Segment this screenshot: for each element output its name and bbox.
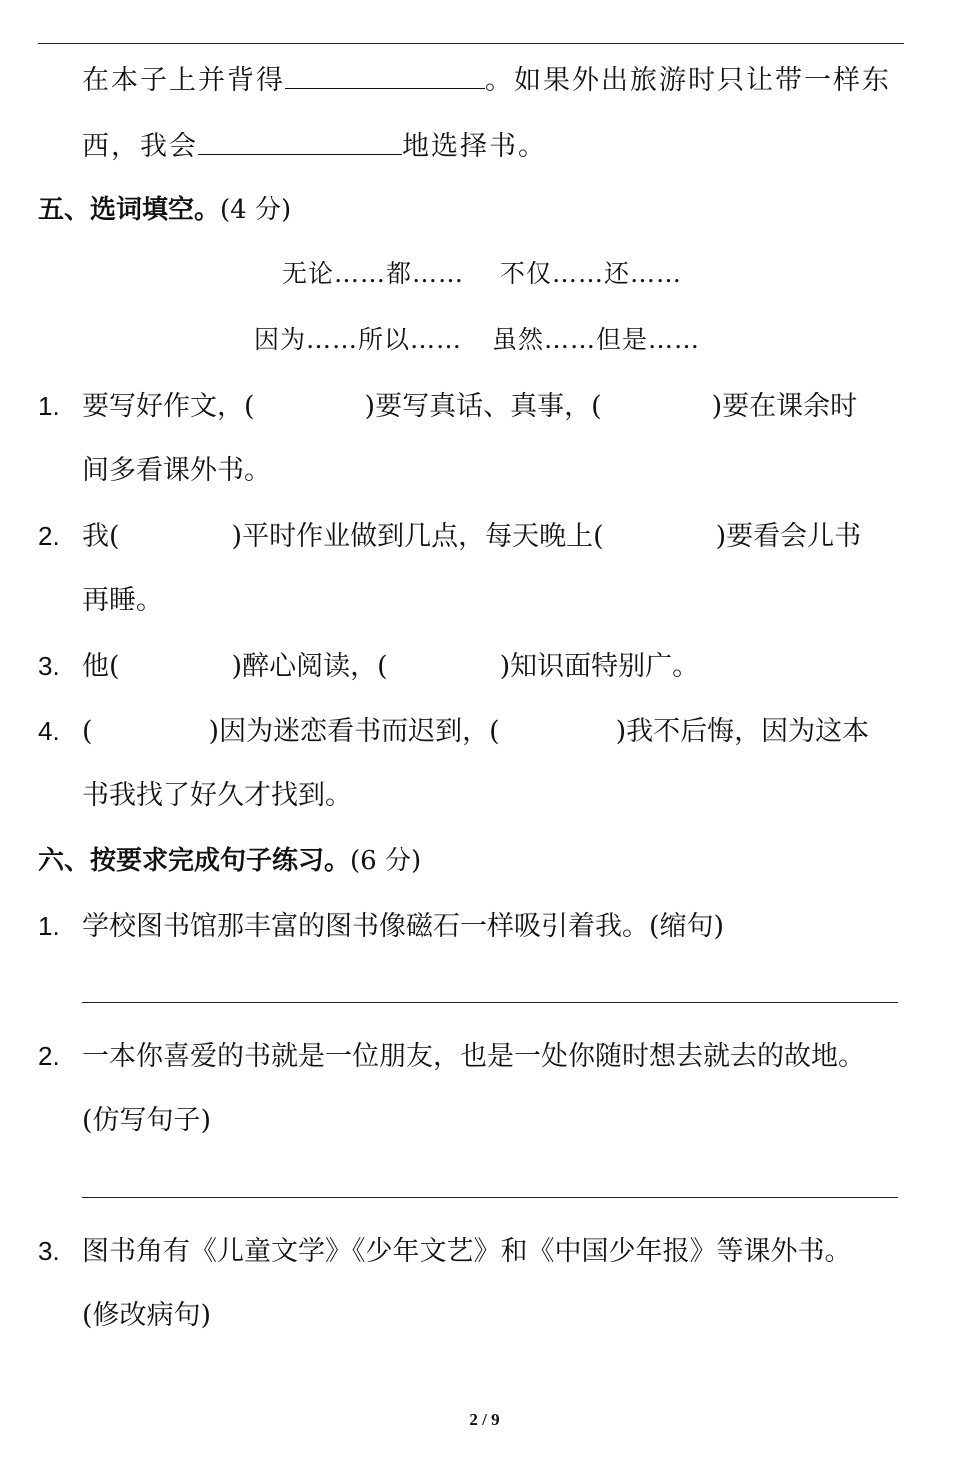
continuation-text: 。如果外出旅游时只让带一样东 bbox=[485, 65, 891, 96]
s5-question-1 bbox=[38, 386, 857, 427]
question-number: 1. bbox=[38, 391, 60, 421]
section-title: 六、按要求完成句子练习。 bbox=[38, 846, 351, 876]
section-score: (6 分) bbox=[350, 846, 422, 876]
word-option: 虽然……但是…… bbox=[492, 325, 701, 354]
answer-line[interactable] bbox=[82, 1197, 898, 1198]
question-number: 3. bbox=[38, 1236, 60, 1266]
question-text: )要看会儿书 bbox=[715, 521, 862, 552]
continuation-text: 在本子上并背得 bbox=[82, 65, 285, 96]
s5-question-1-cont: 间多看课外书。 bbox=[82, 455, 271, 486]
s5-question-3 bbox=[38, 646, 699, 687]
question-text: 一本你喜爱的书就是一位朋友，也是一处你随时想去就去的故地。 bbox=[82, 1041, 865, 1072]
question-text: )因为迷恋看书而迟到，( bbox=[208, 716, 500, 747]
answer-blank[interactable] bbox=[285, 58, 485, 89]
continuation-text: 西，我会 bbox=[82, 131, 198, 162]
section-score: (4 分) bbox=[220, 195, 292, 225]
question-text: )平时作业做到几点，每天晚上( bbox=[231, 521, 604, 552]
continuation-line-1 bbox=[82, 58, 891, 101]
section-6-heading bbox=[38, 841, 421, 881]
question-text: ( bbox=[82, 716, 93, 747]
question-number: 2. bbox=[38, 521, 60, 551]
s6-question-3-note: (修改病句) bbox=[82, 1300, 212, 1331]
question-number: 3. bbox=[38, 651, 60, 681]
s5-question-2 bbox=[38, 516, 861, 557]
s5-question-2-cont: 再睡。 bbox=[82, 585, 163, 616]
question-text: 要写好作文，( bbox=[82, 391, 255, 422]
answer-line[interactable] bbox=[82, 1002, 898, 1003]
question-text: )醉心阅读，( bbox=[231, 651, 388, 682]
question-number: 2. bbox=[38, 1041, 60, 1071]
question-text: )要写真话、真事，( bbox=[364, 391, 602, 422]
question-text: 学校图书馆那丰富的图书像磁石一样吸引着我。(缩句) bbox=[82, 911, 725, 942]
continuation-text: 地选择书。 bbox=[402, 131, 547, 162]
section-title: 五、选词填空。 bbox=[38, 195, 221, 225]
s6-question-1 bbox=[38, 906, 724, 947]
s5-question-4 bbox=[38, 711, 869, 752]
s6-question-2-note: (仿写句子) bbox=[82, 1105, 212, 1136]
question-text: )要在课余时 bbox=[711, 391, 858, 422]
word-option: 无论……都…… bbox=[282, 259, 465, 288]
question-text: 图书角有《儿童文学》《少年文艺》和《中国少年报》等课外书。 bbox=[82, 1236, 852, 1267]
answer-blank[interactable] bbox=[198, 124, 402, 155]
s5-question-4-cont: 书我找了好久才找到。 bbox=[82, 780, 352, 811]
question-text: 他( bbox=[82, 651, 120, 682]
word-option: 因为……所以…… bbox=[254, 325, 463, 354]
s6-question-2 bbox=[38, 1036, 865, 1077]
word-bank-row-2 bbox=[254, 320, 700, 360]
page-number: 2 / 9 bbox=[469, 1410, 500, 1429]
question-number: 1. bbox=[38, 911, 60, 941]
word-option: 不仅……还…… bbox=[500, 259, 683, 288]
continuation-line-2 bbox=[82, 124, 547, 167]
header-rule bbox=[38, 43, 904, 44]
section-5-heading bbox=[38, 190, 291, 230]
question-text: )我不后悔，因为这本 bbox=[615, 716, 870, 747]
question-number: 4. bbox=[38, 716, 60, 746]
question-text: 我( bbox=[82, 521, 120, 552]
word-bank-row-1 bbox=[282, 254, 682, 294]
question-text: )知识面特别广。 bbox=[499, 651, 700, 682]
s6-question-3 bbox=[38, 1231, 852, 1272]
